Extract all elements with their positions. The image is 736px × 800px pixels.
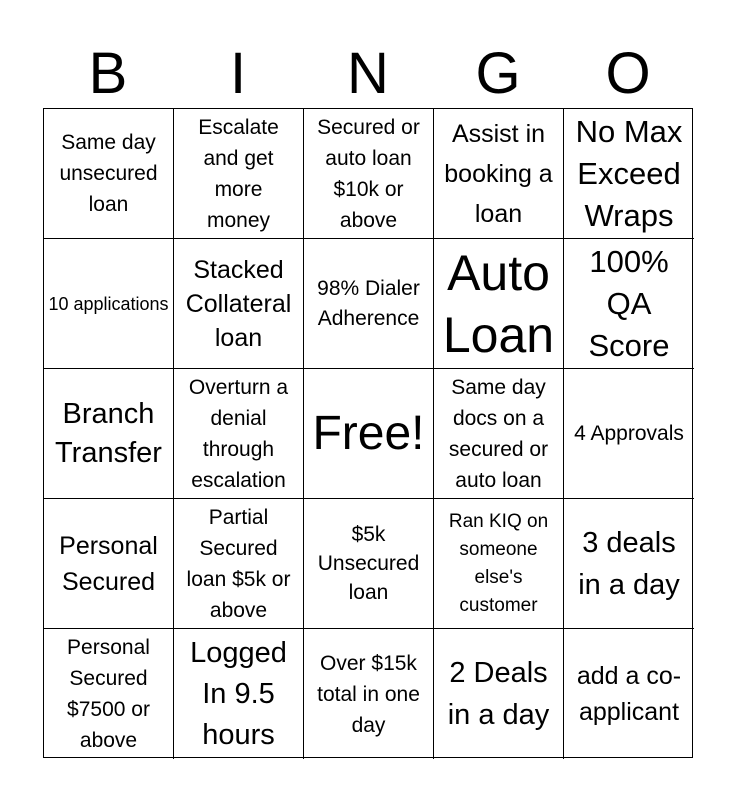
cell-label: Partial Secured loan $5k or above bbox=[186, 505, 291, 622]
bingo-cell[interactable] bbox=[44, 239, 174, 369]
cell-label: 2 Deals in a day bbox=[447, 657, 550, 731]
bingo-cell[interactable] bbox=[304, 499, 434, 629]
cell-label: 4 Approvals bbox=[574, 421, 684, 445]
cell-label: Free! bbox=[312, 406, 425, 460]
cell-label: 98% Dialer Adherence bbox=[317, 276, 420, 330]
bingo-cell[interactable] bbox=[564, 499, 694, 629]
header-letter-n: N bbox=[347, 41, 389, 106]
bingo-cell[interactable] bbox=[304, 109, 434, 239]
cell-label: Auto Loan bbox=[442, 244, 555, 363]
cell-label: $5k Unsecured loan bbox=[317, 523, 420, 604]
bingo-cell[interactable] bbox=[434, 369, 564, 499]
bingo-cell[interactable] bbox=[174, 239, 304, 369]
cell-label: Logged In 9.5 hours bbox=[190, 636, 287, 751]
cell-label: Personal Secured bbox=[59, 531, 158, 596]
cell-label: Overturn a denial through escalation bbox=[188, 375, 289, 492]
header-letter-g: G bbox=[475, 41, 521, 106]
bingo-cell[interactable] bbox=[304, 369, 434, 499]
bingo-cell[interactable] bbox=[174, 109, 304, 239]
bingo-cell[interactable] bbox=[564, 239, 694, 369]
bingo-cell[interactable] bbox=[174, 369, 304, 499]
bingo-cell[interactable] bbox=[564, 369, 694, 499]
cell-label: Secured or auto loan $10k or above bbox=[317, 115, 420, 232]
cell-label: Personal Secured $7500 or above bbox=[67, 636, 150, 752]
bingo-cell[interactable] bbox=[434, 499, 564, 629]
cell-label: add a co-applicant bbox=[576, 662, 682, 726]
header-letter-o: O bbox=[605, 41, 651, 106]
header-letter-i: I bbox=[229, 41, 247, 106]
bingo-cell[interactable] bbox=[304, 239, 434, 369]
bingo-cell[interactable] bbox=[44, 499, 174, 629]
bingo-grid bbox=[43, 108, 693, 758]
bingo-cell[interactable] bbox=[44, 109, 174, 239]
cell-label: 100% QA Score bbox=[588, 243, 670, 363]
bingo-cell[interactable] bbox=[304, 629, 434, 759]
cell-label: Over $15k total in one day bbox=[317, 651, 420, 737]
header-letter-b: B bbox=[88, 41, 128, 106]
bingo-cell[interactable] bbox=[434, 109, 564, 239]
cell-label: Ran KIQ on someone else's customer bbox=[448, 510, 549, 616]
cell-label: Stacked Collateral loan bbox=[185, 255, 292, 352]
bingo-cell[interactable] bbox=[434, 239, 564, 369]
cell-label: Same day docs on a secured or auto loan bbox=[448, 375, 549, 492]
bingo-cell[interactable] bbox=[564, 109, 694, 239]
bingo-cell[interactable] bbox=[564, 629, 694, 759]
cell-label: No Max Exceed Wraps bbox=[575, 113, 683, 233]
bingo-cell[interactable] bbox=[434, 629, 564, 759]
bingo-cell[interactable] bbox=[44, 369, 174, 499]
cell-label: 3 deals in a day bbox=[578, 526, 680, 601]
bingo-cell[interactable] bbox=[174, 629, 304, 759]
cell-label: 10 applications bbox=[48, 293, 169, 314]
bingo-cell[interactable] bbox=[174, 499, 304, 629]
cell-label: Same day unsecured loan bbox=[59, 131, 158, 216]
cell-label: Branch Transfer bbox=[55, 397, 162, 469]
bingo-header bbox=[43, 40, 693, 108]
cell-label: Assist in booking a loan bbox=[444, 119, 553, 228]
cell-label: Escalate and get more money bbox=[198, 115, 279, 232]
bingo-cell[interactable] bbox=[44, 629, 174, 759]
